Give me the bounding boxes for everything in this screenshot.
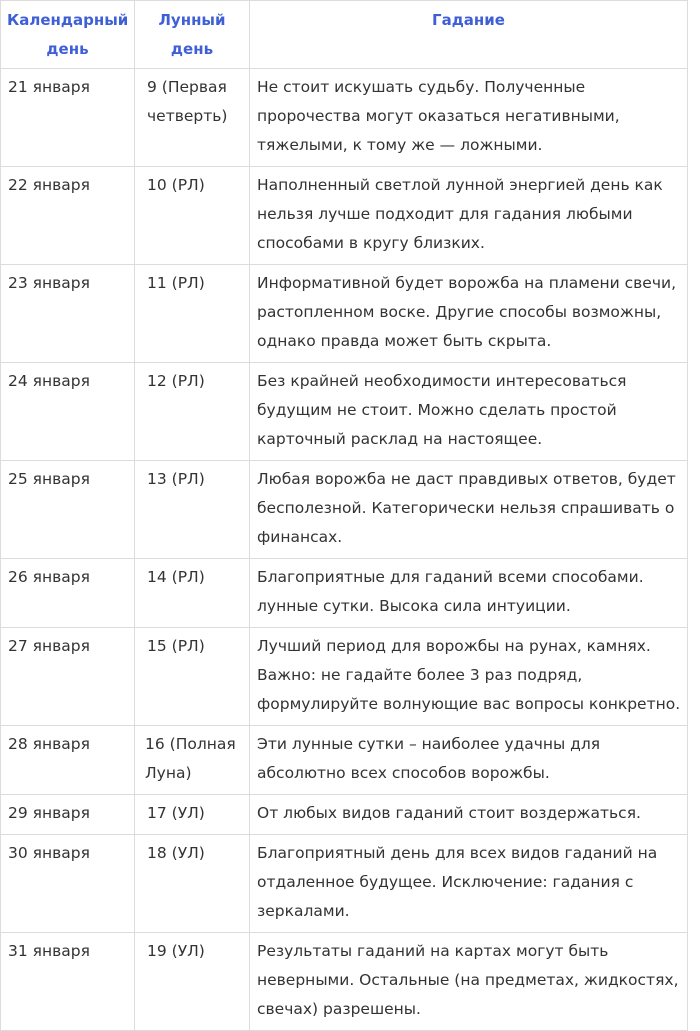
lunar-day-cell: 12 (РЛ) xyxy=(135,363,250,461)
table-row xyxy=(1,265,688,363)
table-row xyxy=(1,795,688,835)
divination-cell: Лучший период для ворожбы на рунах, камнях. Важно: не гадайте более 3 раз подряд, формулируйте волнующие вас вопросы конкретно. xyxy=(250,628,688,726)
calendar-day-cell: 26 января xyxy=(1,559,135,628)
divination-cell: Любая ворожба не даст правдивых ответов, будет бесполезной. Категорически нельзя спрашивать о финансах. xyxy=(250,461,688,559)
table-row xyxy=(1,835,688,933)
table-row xyxy=(1,167,688,265)
divination-cell: Эти лунные сутки – наиболее удачны для абсолютно всех способов ворожбы. xyxy=(250,726,688,795)
header-lunar-day: Лунный день xyxy=(135,1,250,69)
lunar-day-cell: 19 (УЛ) xyxy=(135,933,250,1031)
divination-cell: Не стоит искушать судьбу. Полученные пророчества могут оказаться негативными, тяжелыми, к тому же — ложными. xyxy=(250,69,688,167)
divination-cell: Наполненный светлой лунной энергией день как нельзя лучше подходит для гадания любыми способами в кругу близких. xyxy=(250,167,688,265)
table-row xyxy=(1,363,688,461)
table-row xyxy=(1,726,688,795)
table-row xyxy=(1,933,688,1031)
table-row xyxy=(1,69,688,167)
lunar-day-cell: 10 (РЛ) xyxy=(135,167,250,265)
header-row xyxy=(1,1,688,69)
calendar-day-cell: 21 января xyxy=(1,69,135,167)
calendar-day-cell: 25 января xyxy=(1,461,135,559)
calendar-day-cell: 23 января xyxy=(1,265,135,363)
lunar-day-cell: 14 (РЛ) xyxy=(135,559,250,628)
table-row xyxy=(1,559,688,628)
calendar-day-cell: 24 января xyxy=(1,363,135,461)
lunar-day-cell: 15 (РЛ) xyxy=(135,628,250,726)
divination-cell: Информативной будет ворожба на пламени свечи, растопленном воске. Другие способы возможны, однако правда может быть скрыта. xyxy=(250,265,688,363)
calendar-day-cell: 29 января xyxy=(1,795,135,835)
lunar-day-cell: 16 (Полная Луна) xyxy=(135,726,250,795)
lunar-day-cell: 13 (РЛ) xyxy=(135,461,250,559)
divination-cell: Благоприятные для гаданий всеми способами. лунные сутки. Высока сила интуиции. xyxy=(250,559,688,628)
divination-cell: Без крайней необходимости интересоваться будущим не стоит. Можно сделать простой карточный расклад на настоящее. xyxy=(250,363,688,461)
table-body xyxy=(1,69,688,1031)
lunar-day-cell: 9 (Первая четверть) xyxy=(135,69,250,167)
divination-cell: Благоприятный день для всех видов гаданий на отдаленное будущее. Исключение: гадания с зеркалами. xyxy=(250,835,688,933)
calendar-day-cell: 31 января xyxy=(1,933,135,1031)
calendar-day-cell: 22 января xyxy=(1,167,135,265)
lunar-day-cell: 18 (УЛ) xyxy=(135,835,250,933)
lunar-day-cell: 17 (УЛ) xyxy=(135,795,250,835)
divination-cell: От любых видов гаданий стоит воздержаться. xyxy=(250,795,688,835)
header-calendar-day: Календарный день xyxy=(1,1,135,69)
lunar-day-cell: 11 (РЛ) xyxy=(135,265,250,363)
table-row xyxy=(1,628,688,726)
calendar-day-cell: 27 января xyxy=(1,628,135,726)
calendar-day-cell: 28 января xyxy=(1,726,135,795)
calendar-day-cell: 30 января xyxy=(1,835,135,933)
table-row xyxy=(1,461,688,559)
header-divination: Гадание xyxy=(250,1,688,69)
divination-cell: Результаты гаданий на картах могут быть неверными. Остальные (на предметах, жидкостях, свечах) разрешены. xyxy=(250,933,688,1031)
table-header xyxy=(1,1,688,69)
